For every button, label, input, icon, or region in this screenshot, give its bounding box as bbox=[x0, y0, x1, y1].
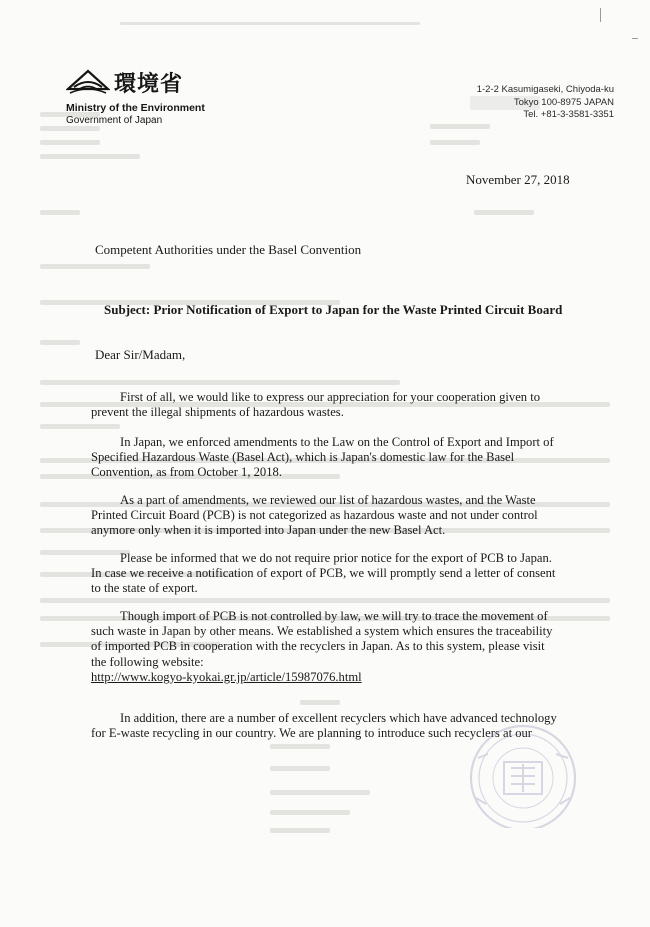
paragraph-line: anymore only when it is imported into Japan under the new Basel Act. bbox=[91, 523, 446, 538]
ministry-emblem-icon bbox=[66, 67, 110, 97]
paragraph-line: prevent the illegal shipments of hazardous wastes. bbox=[91, 405, 344, 420]
letter-date: November 27, 2018 bbox=[466, 172, 570, 187]
address-line: Tokyo 100-8975 JAPAN bbox=[513, 96, 614, 108]
paragraph-line: First of all, we would like to express our appreciation for your cooperation given to bbox=[120, 390, 541, 404]
official-seal-stamp bbox=[448, 718, 598, 828]
paragraph-line: Convention, as from October 1, 2018. bbox=[91, 465, 282, 480]
scan-mark-right bbox=[632, 38, 638, 39]
paragraph-line: Please be informed that we do not require prior notice for the export of PCB to Japan. bbox=[120, 551, 552, 565]
subject-line: Subject: Prior Notification of Export to Japan for the Waste Printed Circuit Board bbox=[104, 302, 563, 317]
paragraph-line: Printed Circuit Board (PCB) is not categorized as hazardous waste and not under control bbox=[91, 508, 538, 523]
paragraph-prior-notice bbox=[91, 551, 571, 597]
salutation: Dear Sir/Madam, bbox=[95, 347, 186, 362]
paragraph-line: In case we receive a notification of export of PCB, we will promptly send a letter of consent bbox=[91, 566, 556, 581]
paragraph-traceability bbox=[91, 609, 571, 685]
paragraph-line: of imported PCB in cooperation with the recyclers in Japan. As to this system, please visit bbox=[91, 639, 545, 654]
ministry-address bbox=[477, 84, 614, 122]
government-name: Government of Japan bbox=[66, 115, 163, 126]
paragraph-line: Specified Hazardous Waste (Basel Act), which is Japan's domestic law for the Basel bbox=[91, 450, 515, 465]
paragraph-line: As a part of amendments, we reviewed our list of hazardous wastes, and the Waste bbox=[120, 493, 536, 507]
scan-mark-top bbox=[600, 8, 601, 22]
ministry-logo bbox=[66, 67, 226, 129]
paragraph-list-review bbox=[91, 493, 571, 539]
paragraph-line: the following website: bbox=[91, 654, 204, 669]
paragraph-line: for E-waste recycling in our country. We are planning to introduce such recyclers at our bbox=[91, 726, 533, 741]
paragraph-amendments bbox=[91, 435, 571, 481]
ministry-name: Ministry of the Environment bbox=[66, 102, 205, 114]
paragraph-line: such waste in Japan by other means. We established a system which ensures the traceability bbox=[91, 624, 553, 639]
paragraph-appreciation bbox=[91, 390, 571, 420]
paragraph-line: In Japan, we enforced amendments to the Law on the Control of Export and Import of bbox=[120, 435, 554, 449]
address-line: 1-2-2 Kasumigaseki, Chiyoda-ku bbox=[476, 84, 614, 95]
paragraph-line: to the state of export. bbox=[91, 581, 198, 596]
traceability-website-link[interactable]: http://www.kogyo-kyokai.gr.jp/article/15987076.html bbox=[91, 669, 362, 684]
recipient: Competent Authorities under the Basel Convention bbox=[95, 242, 362, 257]
address-line: Tel. +81-3-3581-3351 bbox=[523, 109, 614, 120]
paragraph-line: Though import of PCB is not controlled by law, we will try to trace the movement of bbox=[120, 609, 548, 623]
paragraph-line: In addition, there are a number of excellent recyclers which have advanced technology bbox=[120, 711, 557, 725]
logo-kanji: 環境省 bbox=[114, 72, 184, 97]
